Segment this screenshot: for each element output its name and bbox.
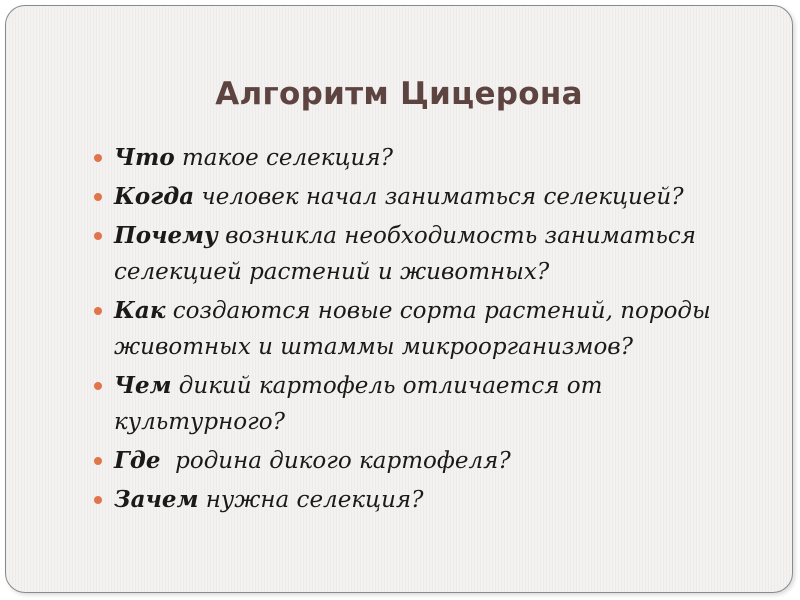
list-item	[94, 368, 754, 440]
list-item	[94, 218, 754, 290]
list-item-text: возникла необходимость заниматься селекцией растений и животных?	[114, 223, 696, 285]
list-item-keyword: Почему	[114, 222, 218, 249]
bullet-icon	[94, 232, 102, 240]
list-item-keyword: Что	[114, 144, 175, 171]
list-item-text: нужна селекция?	[198, 487, 424, 513]
slide	[5, 5, 793, 593]
slide-title: Алгоритм Цицерона	[215, 76, 583, 112]
bullet-icon	[94, 457, 102, 465]
list-item	[94, 140, 754, 176]
list-item-text: такое селекция?	[174, 145, 393, 171]
list-item-keyword: Зачем	[114, 486, 199, 513]
list-item	[94, 482, 754, 518]
list-item	[94, 179, 754, 215]
list-item	[94, 293, 754, 365]
list-item-text: создаются новые сорта растений, породы животных и штаммы микроорганизмов?	[114, 298, 711, 360]
list-item-keyword: Чем	[114, 372, 172, 399]
bullet-icon	[94, 496, 102, 504]
bullet-icon	[94, 193, 102, 201]
list-item-text: родина дикого картофеля?	[160, 448, 511, 474]
list-item-text: человек начал заниматься селекцией?	[194, 184, 684, 210]
bullet-icon	[94, 154, 102, 162]
list-item-text: дикий картофель отличается от культурного?	[114, 373, 603, 435]
list-item-keyword: Как	[114, 297, 166, 324]
bullet-icon	[94, 382, 102, 390]
list-item-keyword: Где	[114, 447, 161, 474]
list-item-keyword: Когда	[114, 183, 195, 210]
bullet-icon	[94, 307, 102, 315]
list-item	[94, 443, 754, 479]
question-list	[94, 140, 754, 521]
